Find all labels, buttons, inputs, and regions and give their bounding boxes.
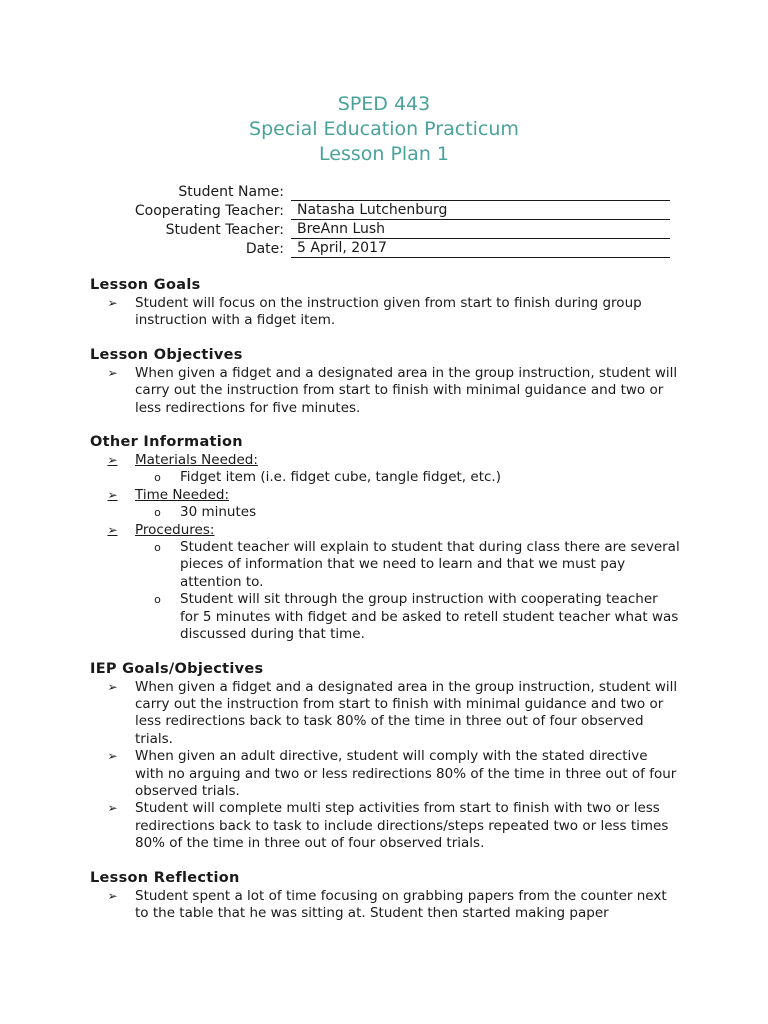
- lesson-objective-text: When given a fidget and a designated area in the group instruction, student will carry out the instruction from start to finish with minimal guidance and two or less redirections for five minutes.: [135, 364, 678, 416]
- other-information-heading: Other Information: [90, 434, 243, 451]
- procedures-label: Procedures:: [135, 521, 215, 538]
- info-table: [90, 182, 670, 258]
- arrow-bullet-icon: ➢: [107, 888, 118, 903]
- student-teacher-field[interactable]: BreAnn Lush: [291, 221, 670, 239]
- list-item: [90, 487, 680, 504]
- arrow-bullet-icon: ➢: [107, 801, 118, 816]
- student-teacher-label: Student Teacher:: [165, 222, 284, 238]
- lesson-objectives-section: [90, 345, 680, 417]
- lesson-goals-heading: Lesson Goals: [90, 277, 201, 293]
- coop-teacher-field[interactable]: Natasha Lutchenburg: [291, 202, 670, 220]
- materials-item: Fidget item (i.e. fidget cube, tangle fidget, etc.): [180, 469, 501, 486]
- list-item: [90, 679, 680, 749]
- iep-goal-text: When given an adult directive, student will comply with the stated directive with no arguing and two or less redirections 80% of the time in three out of four observed trials.: [135, 748, 677, 799]
- arrow-bullet-icon: ➢: [107, 296, 118, 310]
- iep-goal-text: Student will complete multi step activities from start to finish with two or less redirections back to task to include directions/steps repeated two or less times 80% of the time in three out of four observed trials.: [135, 800, 669, 852]
- arrow-bullet-icon: ➢: [107, 522, 118, 537]
- list-item: [90, 522, 680, 539]
- student-name-field[interactable]: [291, 183, 670, 201]
- list-item: [90, 539, 680, 591]
- reflection-text: Student spent a lot of time focusing on grabbing papers from the counter next to the table that he was sitting at. Student then started making paper: [135, 887, 667, 921]
- arrow-bullet-icon: ➢: [107, 365, 118, 380]
- date-label: Date:: [245, 241, 284, 257]
- list-item: [90, 469, 680, 486]
- lesson-reflection-heading: Lesson Reflection: [90, 869, 240, 886]
- materials-label: Materials Needed:: [135, 452, 258, 469]
- date-field[interactable]: 5 April, 2017: [291, 240, 670, 258]
- arrow-bullet-icon: ➢: [107, 453, 118, 468]
- course-title: Special Education Practicum: [249, 118, 519, 140]
- list-item: [90, 452, 680, 469]
- iep-goals-section: [90, 659, 680, 853]
- list-item: [90, 888, 680, 923]
- list-item: [90, 365, 680, 417]
- lesson-goals-section: [90, 275, 680, 330]
- arrow-bullet-icon: ➢: [107, 679, 118, 694]
- other-information-section: [90, 432, 680, 643]
- coop-teacher-row: [90, 201, 670, 220]
- time-item: 30 minutes: [180, 504, 257, 521]
- time-label: Time Needed:: [135, 486, 230, 503]
- list-item: [90, 591, 680, 643]
- student-teacher-row: [90, 220, 670, 239]
- list-item: [90, 295, 680, 330]
- arrow-bullet-icon: ➢: [107, 749, 118, 764]
- student-name-row: [90, 182, 670, 201]
- circle-bullet-icon: o: [154, 471, 161, 485]
- circle-bullet-icon: o: [154, 506, 161, 520]
- circle-bullet-icon: o: [154, 541, 161, 555]
- list-item: [90, 800, 680, 852]
- procedure-item: Student will sit through the group instruction with cooperating teacher for 5 minutes with fidget and be asked to retell student teacher what was discussed during that time.: [180, 591, 679, 643]
- circle-bullet-icon: o: [154, 593, 161, 607]
- course-code: SPED 443: [337, 93, 431, 115]
- list-item: [90, 504, 680, 521]
- document-body: [90, 275, 680, 937]
- procedure-item: Student teacher will explain to student that during class there are several pieces of information that we need to learn and that we must pay attention to.: [180, 539, 680, 590]
- list-item: [90, 748, 680, 800]
- lesson-objectives-heading: Lesson Objectives: [90, 346, 243, 363]
- coop-teacher-label: Cooperating Teacher:: [134, 203, 284, 219]
- arrow-bullet-icon: ➢: [107, 487, 118, 502]
- date-row: [90, 239, 670, 258]
- lesson-goal-text: Student will focus on the instruction given from start to finish during group instruction with a fidget item.: [135, 295, 642, 329]
- iep-goals-heading: IEP Goals/Objectives: [90, 660, 264, 677]
- iep-goal-text: When given a fidget and a designated area in the group instruction, student will carry out the instruction from start to finish with minimal guidance and two or less redirections back to task 80% of the time in three out of four observed trials.: [135, 678, 678, 747]
- lesson-reflection-section: [90, 868, 680, 923]
- student-name-label: Student Name:: [178, 184, 284, 200]
- document-title-block: [0, 92, 768, 167]
- plan-title: Lesson Plan 1: [319, 143, 449, 165]
